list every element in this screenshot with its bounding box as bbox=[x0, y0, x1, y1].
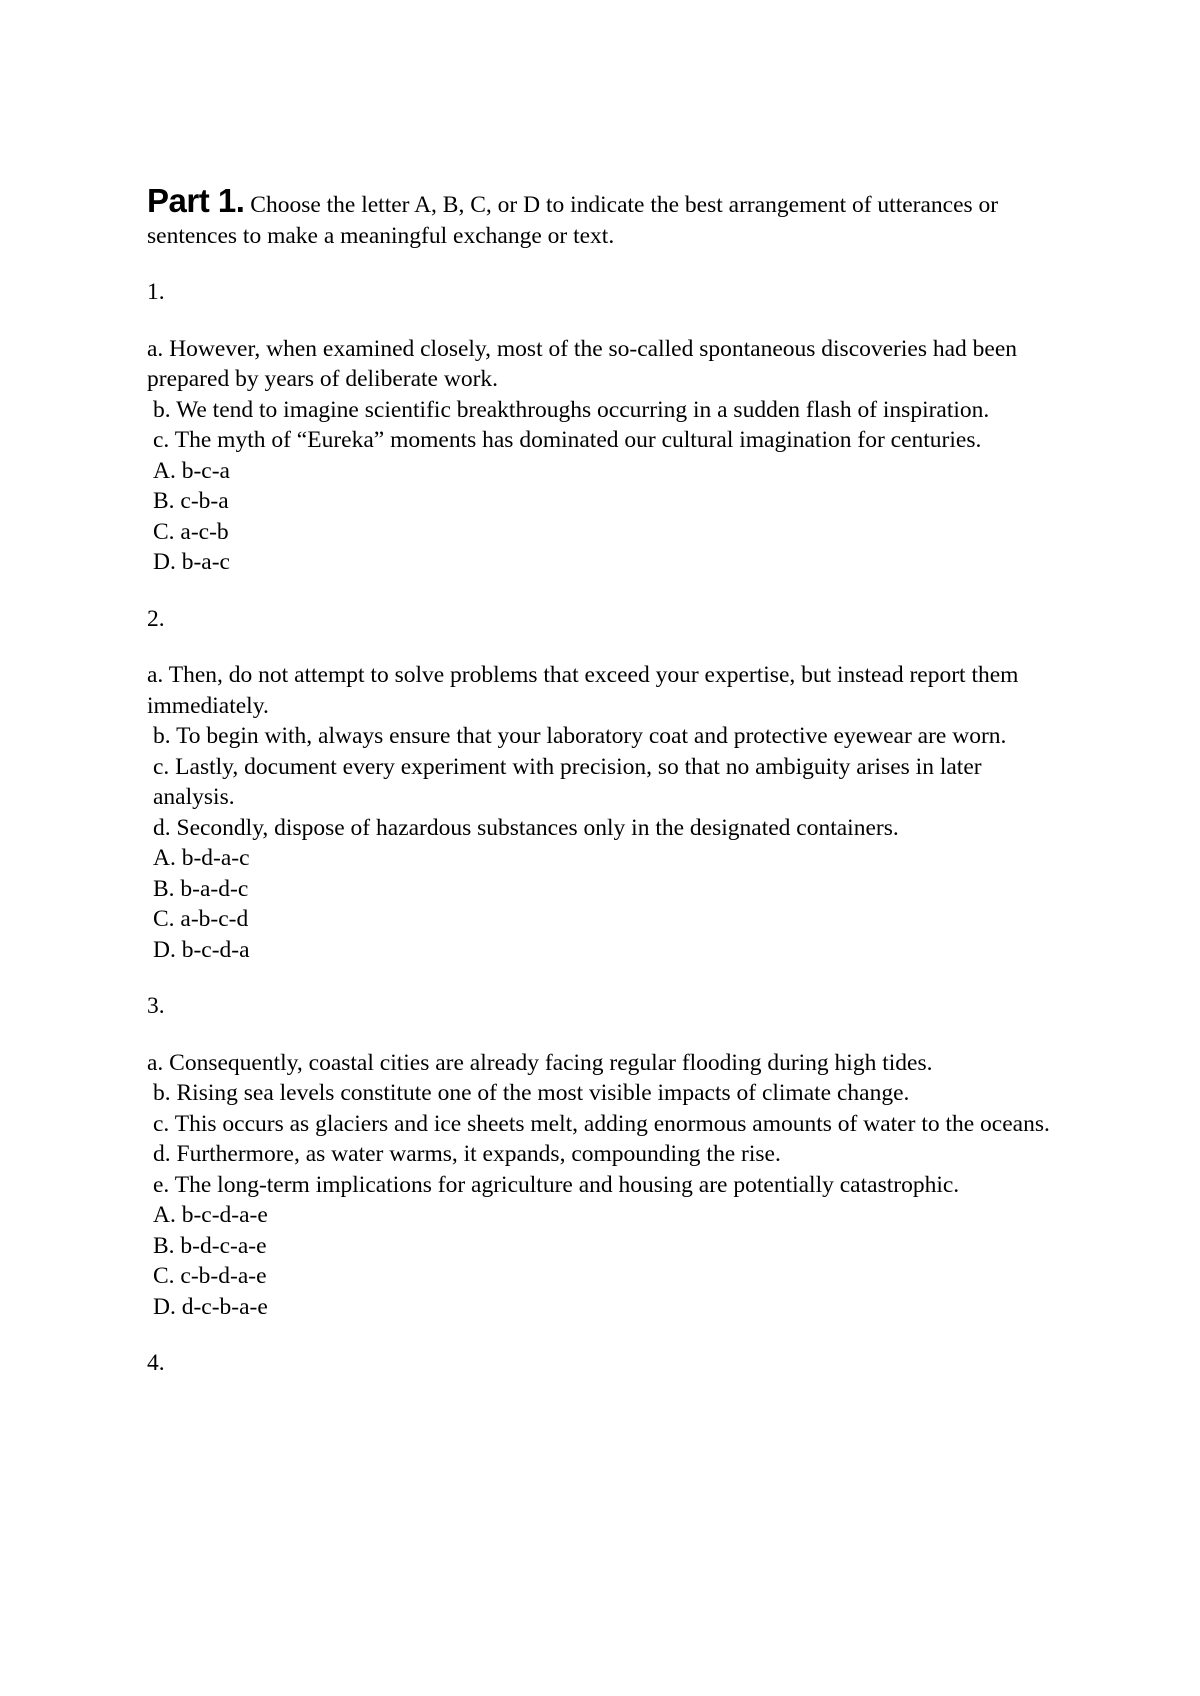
question-4 bbox=[147, 1348, 1067, 1379]
option-d: D. b-a-c bbox=[153, 549, 230, 575]
sentence-d: d. Furthermore, as water warms, it expands, compounding the rise. bbox=[153, 1141, 781, 1167]
sentence-b: b. Rising sea levels constitute one of the most visible impacts of climate change. bbox=[153, 1080, 910, 1106]
document-page bbox=[147, 182, 1067, 1405]
option-a: A. b-c-d-a-e bbox=[153, 1202, 268, 1228]
option-c: C. a-c-b bbox=[153, 518, 229, 545]
question-3 bbox=[147, 991, 1067, 1322]
option-c: C. a-b-c-d bbox=[153, 906, 249, 932]
part-label: Part 1. bbox=[147, 182, 245, 219]
sentence-c: c. Lastly, document every experiment with precision, so that no ambiguity arises in later analysis. bbox=[153, 753, 982, 810]
sentence-b: b. To begin with, always ensure that your laboratory coat and protective eyewear are worn. bbox=[153, 723, 1007, 749]
option-b: B. c-b-a bbox=[153, 488, 229, 514]
sentence-a: a. Consequently, coastal cities are already facing regular flooding during high tides. bbox=[147, 1049, 933, 1076]
option-d: D. b-c-d-a bbox=[153, 936, 250, 963]
question-1 bbox=[147, 277, 1067, 578]
question-number: 1. bbox=[147, 279, 165, 305]
sentence-d: d. Secondly, dispose of hazardous substances only in the designated containers. bbox=[153, 814, 899, 841]
question-number: 2. bbox=[147, 605, 165, 632]
option-d: D. d-c-b-a-e bbox=[153, 1293, 268, 1320]
option-a: A. b-d-a-c bbox=[153, 845, 250, 871]
part-instruction: Choose the letter A, B, C, or D to indicate the best arrangement of utterances or sentences to make a meaningful exchange or text. bbox=[147, 192, 999, 249]
sentence-e: e. The long-term implications for agriculture and housing are potentially catastrophic. bbox=[153, 1171, 960, 1198]
option-c: C. c-b-d-a-e bbox=[153, 1263, 267, 1289]
option-a: A. b-c-a bbox=[153, 457, 230, 484]
part-heading bbox=[147, 182, 1067, 251]
sentence-a: a. Then, do not attempt to solve problems that exceed your expertise, but instead report them immediately. bbox=[147, 662, 1019, 719]
sentence-c: c. The myth of “Eureka” moments has dominated our cultural imagination for centuries. bbox=[153, 427, 982, 453]
question-2 bbox=[147, 604, 1067, 966]
option-b: B. b-d-c-a-e bbox=[153, 1232, 267, 1259]
option-b: B. b-a-d-c bbox=[153, 875, 249, 902]
sentence-c: c. This occurs as glaciers and ice sheets melt, adding enormous amounts of water to the oceans. bbox=[153, 1110, 1050, 1137]
sentence-b: b. We tend to imagine scientific breakthroughs occurring in a sudden flash of inspiration. bbox=[153, 396, 990, 423]
question-number: 3. bbox=[147, 993, 165, 1019]
question-number: 4. bbox=[147, 1350, 165, 1376]
sentence-a: a. However, when examined closely, most of the so-called spontaneous discoveries had been prepared by years of deliberate work. bbox=[147, 335, 1018, 392]
